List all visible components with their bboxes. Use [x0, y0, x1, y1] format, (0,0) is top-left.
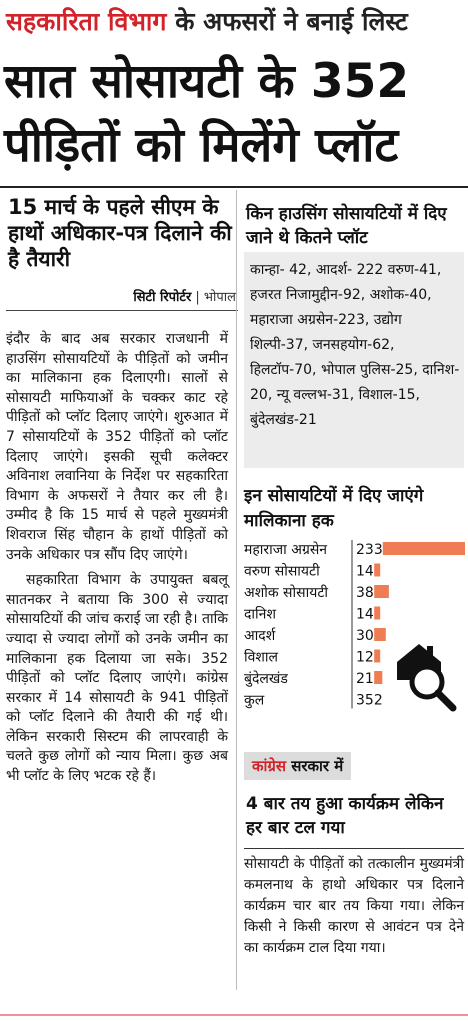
chart-value-label: 21	[356, 671, 374, 687]
chart-category-label: आदर्श	[244, 628, 276, 644]
article-body	[6, 330, 228, 793]
chart-category-label: विशाल	[244, 649, 279, 666]
kicker-red: सहकारिता विभाग	[6, 7, 167, 36]
chart-bar	[374, 607, 380, 620]
byline-rule	[6, 310, 238, 311]
chart-value-label: 233	[356, 542, 383, 558]
house-magnifier-icon	[397, 644, 453, 708]
kicker-rest: के अफसरों ने बनाई लिस्ट	[175, 7, 408, 36]
congress-badge-rest: सरकार में	[291, 757, 344, 775]
chart-category-label: महाराजा अग्रसेन	[244, 542, 328, 558]
footer-line	[0, 1014, 468, 1016]
headline	[4, 50, 466, 178]
congress-body: सोसायटी के पीड़ितों को तत्कालीन मुख्यमंत्री कमलनाथ के हाथो अधिकार पत्र दिलाने कार्यक्रम चार बार तय किया गया। लेकिन किसी ने किसी कारण से आवंटन पत्र देने का कार्यक्रम टाल दिया गया।	[244, 856, 464, 956]
chart-value-label: 14	[356, 606, 374, 623]
chart-category-label: दानिश	[244, 606, 276, 623]
chart-bar	[374, 564, 380, 577]
subhead: 15 मार्च के पहले सीएम के हाथों अधिकार-पत्र दिलाने की है तैयारी	[8, 195, 232, 271]
article-paragraph-2: सहकारिता विभाग के उपायुक्त बबलू सातनकर ने बताया कि 300 से ज्यादा सोसायटियों की जांच कराई जा रही है। ताकि ज्यादा से ज्यादा लोगों को उनके जमीन का मालिकाना हक दिलाया जा सके। 352 पीड़ितों को प्लॉट दिलाए जाएंगे। कांग्रेस सरकार में 14 सोसायटी के 941 पीड़ितों को प्लॉट दिलाने की तैयारी की गई थी। लेकिन सरकारी सिस्टम की लापरवाही के चलते कुछ लोगों को न्याय मिला। कुछ अब भी प्लॉट के लिए भटक रहे हैं।	[6, 572, 228, 785]
chart-category-label: बुंदेलखंड	[244, 671, 288, 687]
byline-separator: |	[195, 290, 204, 305]
chart-total-value: 352	[356, 692, 383, 709]
chart-category-label: वरुण सोसायटी	[244, 563, 320, 580]
chart-bar	[374, 628, 386, 641]
chart-bar	[383, 542, 465, 555]
chart-bar	[374, 650, 380, 663]
byline-place: भोपाल	[203, 290, 236, 305]
column-divider	[236, 190, 237, 990]
byline-author: सिटी रिपोर्टर	[133, 290, 192, 305]
chart-value-label: 12	[356, 649, 374, 666]
congress-badge	[244, 752, 351, 780]
chart-value-label: 14	[356, 563, 374, 580]
congress-rule	[244, 848, 464, 849]
headline-rule	[0, 186, 468, 188]
chart-total-label: कुल	[244, 692, 265, 709]
chart-bar	[374, 585, 389, 598]
chart-title: इन सोसायटियों में दिए जाएंगे मालिकाना हक	[244, 486, 424, 531]
society-bar-chart	[242, 540, 466, 740]
headline-line2: पीड़ितों को मिलेंगे प्लॉट	[4, 118, 399, 173]
kicker	[6, 4, 466, 42]
chart-category-label: अशोक सोसायटी	[244, 585, 329, 601]
congress-badge-red: कांग्रेस	[252, 757, 287, 775]
sidebar-title: किन हाउसिंग सोसायटियों में दिए जाने थे कितने प्लॉट	[246, 204, 447, 248]
byline	[8, 287, 236, 305]
chart-value-label: 38	[356, 585, 374, 601]
sidebar-list: कान्हा- 42, आदर्श- 222 वरुण-41, हजरत निजामुद्दीन-92, अशोक-40, महाराजा अग्रसेन-223, उद्योग शिल्पी-37, जनसहयोग-62, हिलटॉप-70, भोपाल पुलिस-25, दानिश- 20, न्यू वल्लभ-31, विशाल-15, बुंदेलखंड-21	[250, 262, 460, 428]
congress-headline: 4 बार तय हुआ कार्यक्रम लेकिन हर बार टल गया	[246, 794, 444, 838]
chart-bar	[374, 671, 382, 684]
chart-value-label: 30	[356, 628, 374, 644]
article-paragraph-1: इंदौर के बाद अब सरकार राजधानी में हाउसिंग सोसायटियों के पीड़ितों को जमीन का मालिकाना हक दिलाएगी। सालों से सोसायटी माफियाओं के चक्कर काट रहे पीड़ितों को प्लॉट दिलाए जाएंगे। शुरुआत में 7 सोसायटियों के 352 पीड़ितों को प्लॉट दिलाए जाएंगे। इसकी सूची कलेक्टर अविनाश लवानिया के निर्देश पर सहकारिता विभाग के अफसरों ने तैयार कर ली है। उम्मीद है कि 15 मार्च से पहले मुख्यमंत्री शिवराज सिंह चौहान के हाथों पीड़ितों को उनके अधिकार पत्र सौंप दिए जाएंगे।	[6, 331, 228, 563]
headline-line1: सात सोसायटी के 352	[4, 54, 410, 109]
